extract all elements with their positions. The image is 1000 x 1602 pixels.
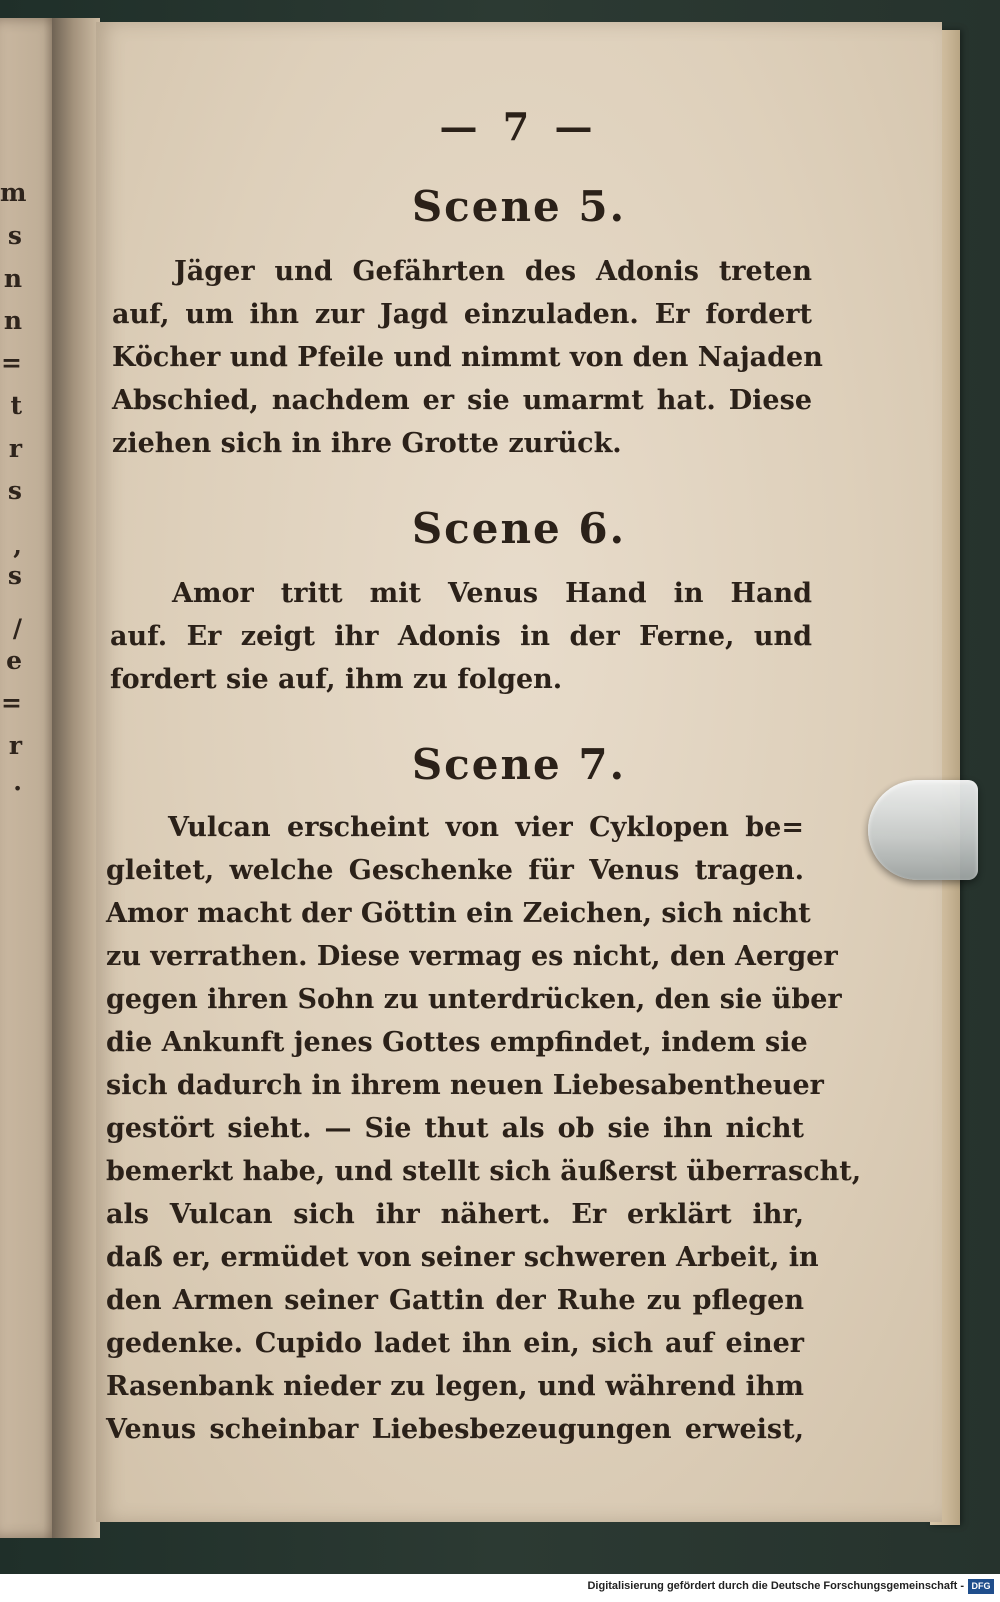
book-page [96,22,942,1522]
scene-heading: Scene 6. [411,504,627,553]
text-line: sich dadurch in ihrem neuen Liebesabentheuer [106,1070,824,1101]
left-fragment: e [6,646,22,675]
text-line: gestört sieht. — Sie thut als ob sie ihn nicht [106,1113,804,1144]
text-line: zu verrathen. Diese vermag es nicht, den Aerger [106,941,838,972]
scene-paragraph [112,250,823,465]
left-fragment: · [13,774,22,803]
text-line: fordert sie auf, ihm zu folgen. [110,664,563,695]
text-line: gedenke. Cupido ladet ihn ein, sich auf einer [106,1328,804,1359]
left-fragment: n [3,306,22,335]
left-fragment: m [0,178,27,207]
text-line: den Armen seiner Gattin der Ruhe zu pflegen [106,1285,804,1316]
text-line: Abschied, nachdem er sie umarmt hat. Diese [112,385,812,416]
left-fragment: = [1,688,22,717]
text-line: Amor tritt mit Venus Hand in Hand [172,578,812,609]
footer-credit: Digitalisierung gefördert durch die Deutsche Forschungsgemeinschaft - [587,1580,964,1592]
scene-paragraph [110,572,812,701]
left-fragment: r [8,434,22,463]
page-clip-tab [868,780,978,880]
text-line: gegen ihren Sohn zu unterdrücken, den sie über [106,984,842,1015]
text-line: Vulcan erscheint von vier Cyklopen be= [168,812,804,843]
text-line: Jäger und Gefährten des Adonis treten [174,256,812,287]
scene-heading: Scene 7. [411,740,627,789]
left-fragment: t [10,391,22,420]
footer-bar [0,1574,1000,1602]
page-number: — 7 — [439,104,599,149]
text-line: ziehen sich in ihre Grotte zurück. [112,428,622,459]
left-fragment: / [12,614,22,643]
text-line: Venus scheinbar Liebesbezeugungen erweist, [106,1414,804,1445]
text-line: Köcher und Pfeile und nimmt von den Najaden [112,342,823,373]
text-line: daß er, ermüdet von seiner schweren Arbeit, in [106,1242,819,1273]
left-fragment: s [7,221,22,250]
text-line: die Ankunft jenes Gottes empfindet, indem sie [106,1027,808,1058]
text-line: auf, um ihn zur Jagd einzuladen. Er fordert [112,299,812,330]
text-line: Amor macht der Göttin ein Zeichen, sich nicht [106,898,811,929]
left-fragment: s [7,561,22,590]
text-line: als Vulcan sich ihr nähert. Er erklärt ihr, [106,1199,804,1230]
text-line: Rasenbank nieder zu legen, und während ihm [106,1371,804,1402]
text-line: bemerkt habe, und stellt sich äußerst überrascht, [106,1156,862,1187]
text-line: auf. Er zeigt ihr Adonis in der Ferne, und [110,621,812,652]
scene-heading: Scene 5. [411,182,627,231]
left-fragment: = [1,348,22,377]
left-fragment: r [8,731,22,760]
left-fragment: n [3,264,22,293]
left-fragment: , [13,531,22,560]
dfg-logo: DFG [968,1579,994,1594]
book-gutter [52,18,100,1538]
left-fragment: s [7,476,22,505]
scene-paragraph [106,806,862,1451]
text-line: gleitet, welche Geschenke für Venus tragen. [106,855,804,886]
